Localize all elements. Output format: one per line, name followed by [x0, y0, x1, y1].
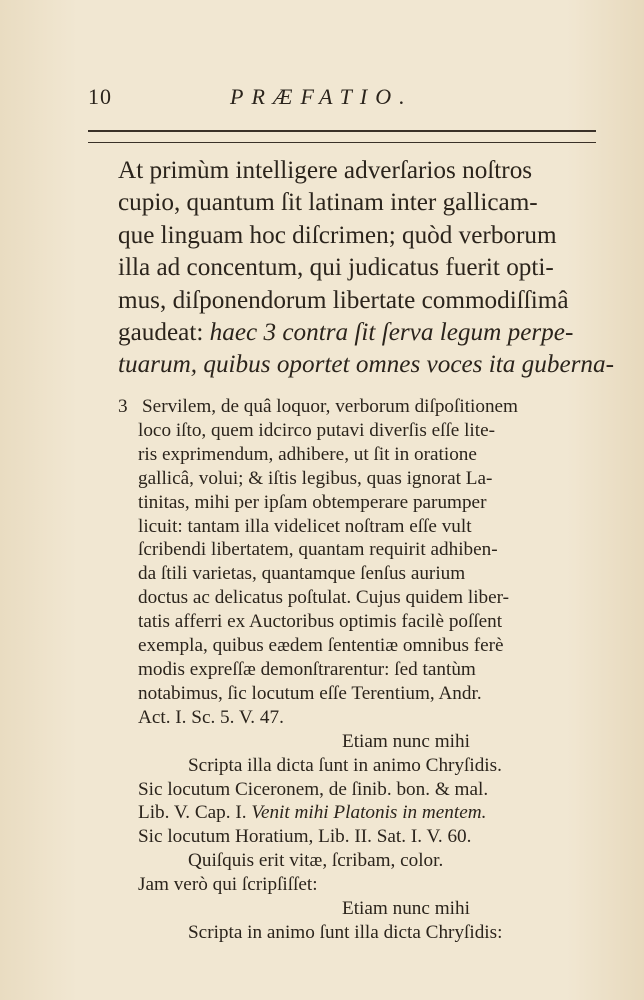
note-line: tatis afferri ex Auctoribus optimis facilè poſſent — [138, 611, 503, 633]
main-line: mus, diſponendorum libertate commodiſſimâ — [118, 286, 569, 314]
quote-line: Etiam nunc mihi — [342, 898, 470, 920]
quote-line: Etiam nunc mihi — [342, 730, 470, 752]
note-line: modis expreſſæ demonſtrarentur: ſed tantùm — [138, 658, 476, 680]
note-line: doctus ac delicatus poſtulat. Cujus quidem liber- — [138, 587, 510, 609]
note-line: da ſtili varietas, quantamque ſenſus aurium — [138, 563, 466, 585]
note-line: Lib. V. Cap. I. Venit mihi Platonis in mentem. — [138, 802, 487, 824]
main-line: At primùm intelligere adverſarios noſtros — [118, 157, 533, 184]
note-line: tinitas, mihi per ipſam obtemperare parumper — [138, 491, 487, 513]
main-line: illa ad concentum, qui judicatus fuerit opti- — [118, 254, 554, 282]
main-paragraph — [118, 155, 615, 382]
footnote — [118, 395, 598, 945]
quote-line: Quiſquis erit vitæ, ſcribam, color. — [188, 850, 444, 872]
note-line: licuit: tantam illa videlicet noſtram eſſe vult — [138, 515, 472, 537]
note-line: exempla, quibus eædem ſententiæ omnibus ferè — [138, 635, 504, 657]
page-number: 10 — [88, 84, 112, 109]
footnote-marker: 3 — [118, 396, 128, 417]
note-line: Sic locutum Horatium, Lib. II. Sat. I. V. 60. — [138, 826, 472, 848]
note-line: gallicâ, volui; & iſtis legibus, quas ignorat La- — [138, 467, 493, 489]
note-line: loco iſto, quem idcirco putavi diverſis eſſe lite- — [138, 419, 496, 441]
page-header — [88, 84, 596, 114]
running-head: PRÆFATIO. — [230, 84, 413, 109]
note-line: Act. I. Sc. 5. V. 47. — [138, 706, 284, 728]
note-line: 3 Servilem, de quâ loquor, verborum diſpoſitionem — [118, 396, 518, 417]
main-line: gaudeat: haec 3 contra ſit ſerva legum perpe- — [118, 319, 574, 347]
main-line: cupio, quantum ſit latinam inter gallicam- — [118, 189, 538, 217]
note-line: ſcribendi libertatem, quantam requirit adhiben- — [138, 539, 498, 561]
note-line: Jam verò qui ſcripſiſſet: — [138, 874, 318, 896]
main-line: tuarum, quibus oportet omnes voces ita guberna- — [118, 351, 615, 379]
main-line: que linguam hoc diſcrimen; quòd verborum — [118, 221, 557, 249]
quote-line: Scripta in animo ſunt illa dicta Chryſidis: — [188, 921, 503, 943]
header-rule-thin — [88, 142, 596, 143]
note-line: Sic locutum Ciceronem, de ſinib. bon. & mal. — [138, 778, 489, 800]
note-line: notabimus, ſic locutum eſſe Terentium, Andr. — [138, 682, 482, 704]
quote-line: Scripta illa dicta ſunt in animo Chryſidis. — [188, 754, 502, 776]
header-rule-thick — [88, 130, 596, 132]
note-line: ris exprimendum, adhibere, ut ſit in oratione — [138, 443, 477, 465]
